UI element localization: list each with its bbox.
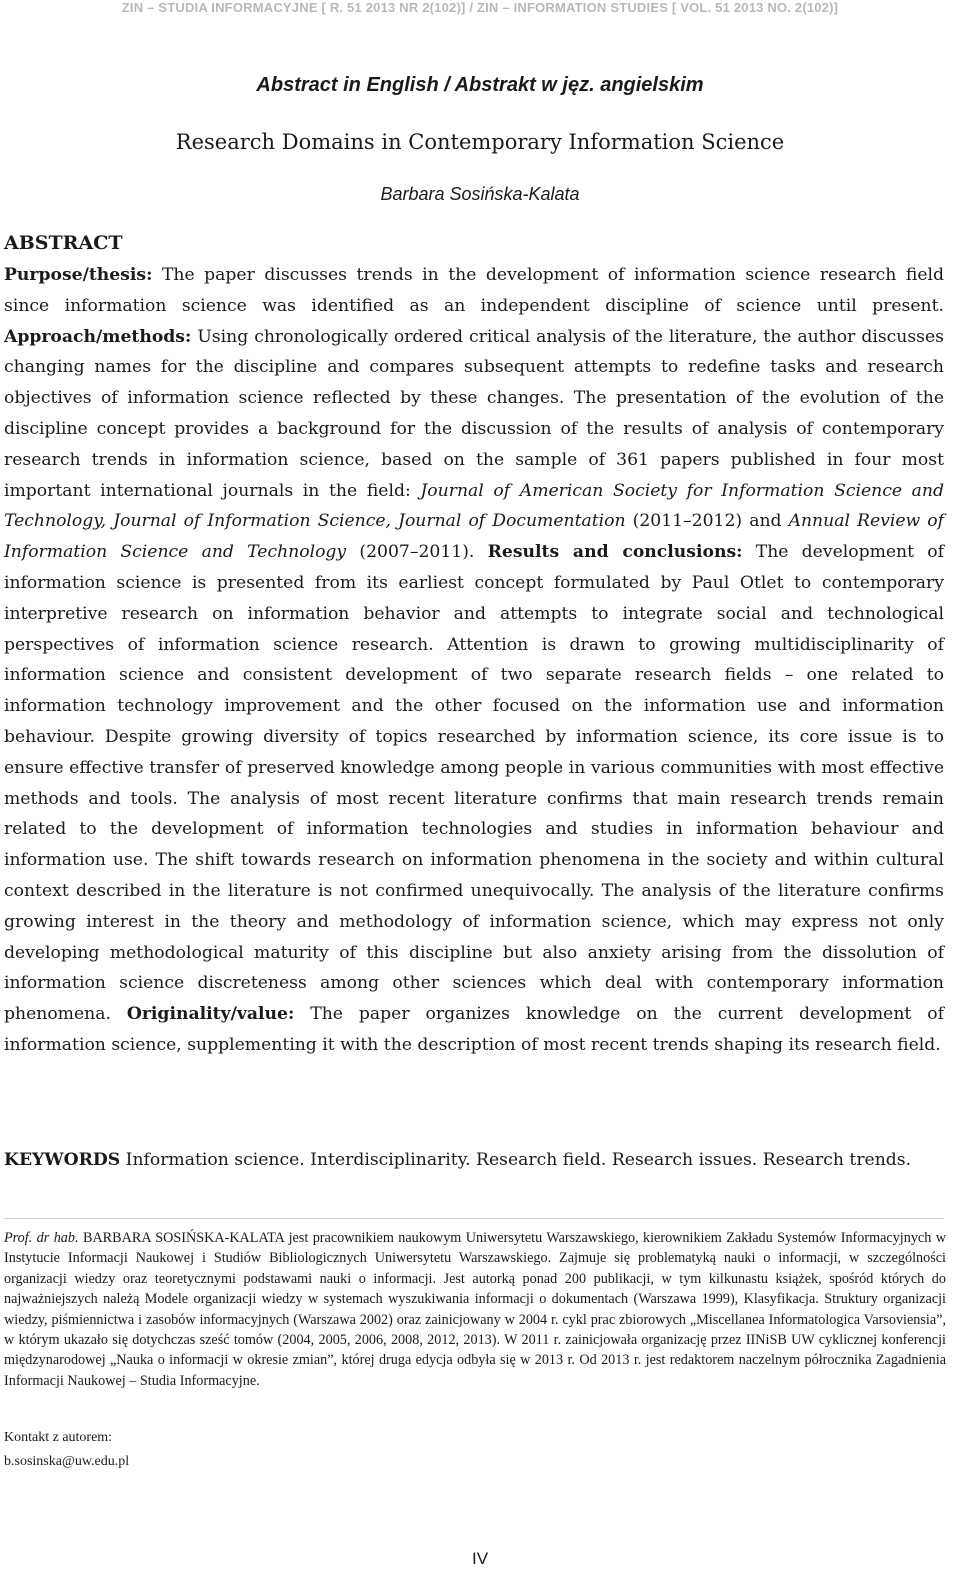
originality-text: The paper organizes knowledge on the current development of information science, supplementing it with the description of most recent trends shaping its research field.	[4, 1004, 944, 1055]
keywords-text: Information science. Interdisciplinarity. Research field. Research issues. Research trends.	[120, 1150, 912, 1170]
journal-list: Journal of American Society for Information Science and Technology, Journal of Information Science, Journal of Documentation	[4, 480, 944, 532]
results-label: Results and conclusions:	[487, 542, 743, 563]
contact-label: Kontakt z autorem:	[4, 1430, 113, 1445]
abstract-body	[4, 260, 944, 1061]
divider	[4, 1218, 944, 1219]
contact-email[interactable]: b.sosinska@uw.edu.pl	[4, 1454, 130, 1469]
approach-label: Approach/methods:	[4, 326, 192, 347]
purpose-text: The paper discusses trends in the development of information science research field since information science was identified as an independent discipline of science until present.	[4, 265, 944, 316]
results-text: The development of information science is presented from its earliest concept formulated by Paul Otlet to contemporary interpretive research on information behavior and attempts to integrate social and technological perspectives of information science research. Attention is drawn to growing multidisciplinarity of information science and consistent development of two separate research fields – one related to information technology improvement and the other focused on the information use and information behaviour. Despite growing diversity of topics researched by information science, its core issue is to ensure effective transfer of preserved knowledge among people in various communities with most effective methods and tools. The analysis of most recent literature confirms that main research trends remain related to the development of information technologies and studies in information behaviour and information use. The shift towards research on information phenomena in the society and within cultural context described in the literature is not confirmed unequivocally. The analysis of the literature confirms growing interest in the theory and methodology of information science, which may express not only developing methodological maturity of this discipline but also anxiety arising from the dissolution of information science discreteness among other sciences which deal with contemporary information phenomena.	[4, 542, 944, 1025]
keywords	[4, 1145, 944, 1176]
approach-text: Using chronologically ordered critical analysis of the literature, the author discusses changing names for the discipline and compares subsequent attempts to redefine tasks and research objectives of information science reflected by these changes. The presentation of the evolution of the discipline concept provides a background for the discussion of the results of analysis of contemporary research trends in information science, based on the sample of 361 papers published in four most important international journals in the field:	[4, 326, 944, 501]
paper-author: Barbara Sosińska-Kalata	[380, 184, 580, 204]
originality-label: Originality/value:	[126, 1004, 295, 1025]
approach-years-1: (2011–2012) and	[625, 511, 789, 532]
approach-years-2: (2007–2011).	[346, 542, 488, 563]
abstract-heading: ABSTRACT	[4, 232, 123, 254]
keywords-label: KEYWORDS	[4, 1150, 121, 1170]
purpose-label: Purpose/thesis:	[4, 265, 153, 285]
bio-degree: Prof. dr hab.	[4, 1230, 79, 1246]
section-label: Abstract in English / Abstrakt w jęz. angielskim	[256, 74, 704, 96]
author-bio	[4, 1228, 946, 1391]
paper-title: Research Domains in Contemporary Information Science	[175, 130, 785, 154]
page-number: IV	[471, 1549, 489, 1568]
journal-annual-review: Annual Review of Information Science and Technology	[4, 511, 944, 563]
running-header: ZIN – STUDIA INFORMACYJNE [ R. 51 2013 NR 2(102)] / ZIN – INFORMATION STUDIES [ VOL. 51 2013 NO. 2(102)]	[121, 0, 839, 15]
bio-text: BARBARA SOSIŃSKA-KALATA jest pracownikiem naukowym Uniwersytetu Warszawskiego, kierownikiem Zakładu Systemów Informacyjnych w Instytucie Informacji Naukowej i Studiów Bibliologicznych Uniwersytetu Warszawskiego. Zajmuje się problematyką nauki o informacji, w szczególności organizacji wiedzy oraz teoretycznymi podstawami nauki o informacji. Jest autorką ponad 200 publikacji, w tym kilkunastu książek, spośród których do najważniejszych należą Modele organizacji wiedzy w systemach wyszukiwania informacji o dokumentach (Warszawa 1999), Klasyfikacja. Struktury organizacji wiedzy, piśmiennictwa i zasobów informacyjnych (Warszawa 2002) oraz zainicjowany w 2004 r. cykl prac zbiorowych „Miscellanea Informatologica Varsoviensia”, w którym ukazało się dotychczas sześć tomów (2004, 2005, 2006, 2008, 2012, 2013). W 2011 r. zainicjowała organizację przez IINiSB UW cyklicznej konferencji międzynarodowej „Nauka o informacji w okresie zmian”, której druga edycja odbyła się w 2013 r. Od 2013 r. jest redaktorem naczelnym półrocznika Zagadnienia Informacji Naukowej – Studia Informacyjne.	[4, 1230, 946, 1389]
